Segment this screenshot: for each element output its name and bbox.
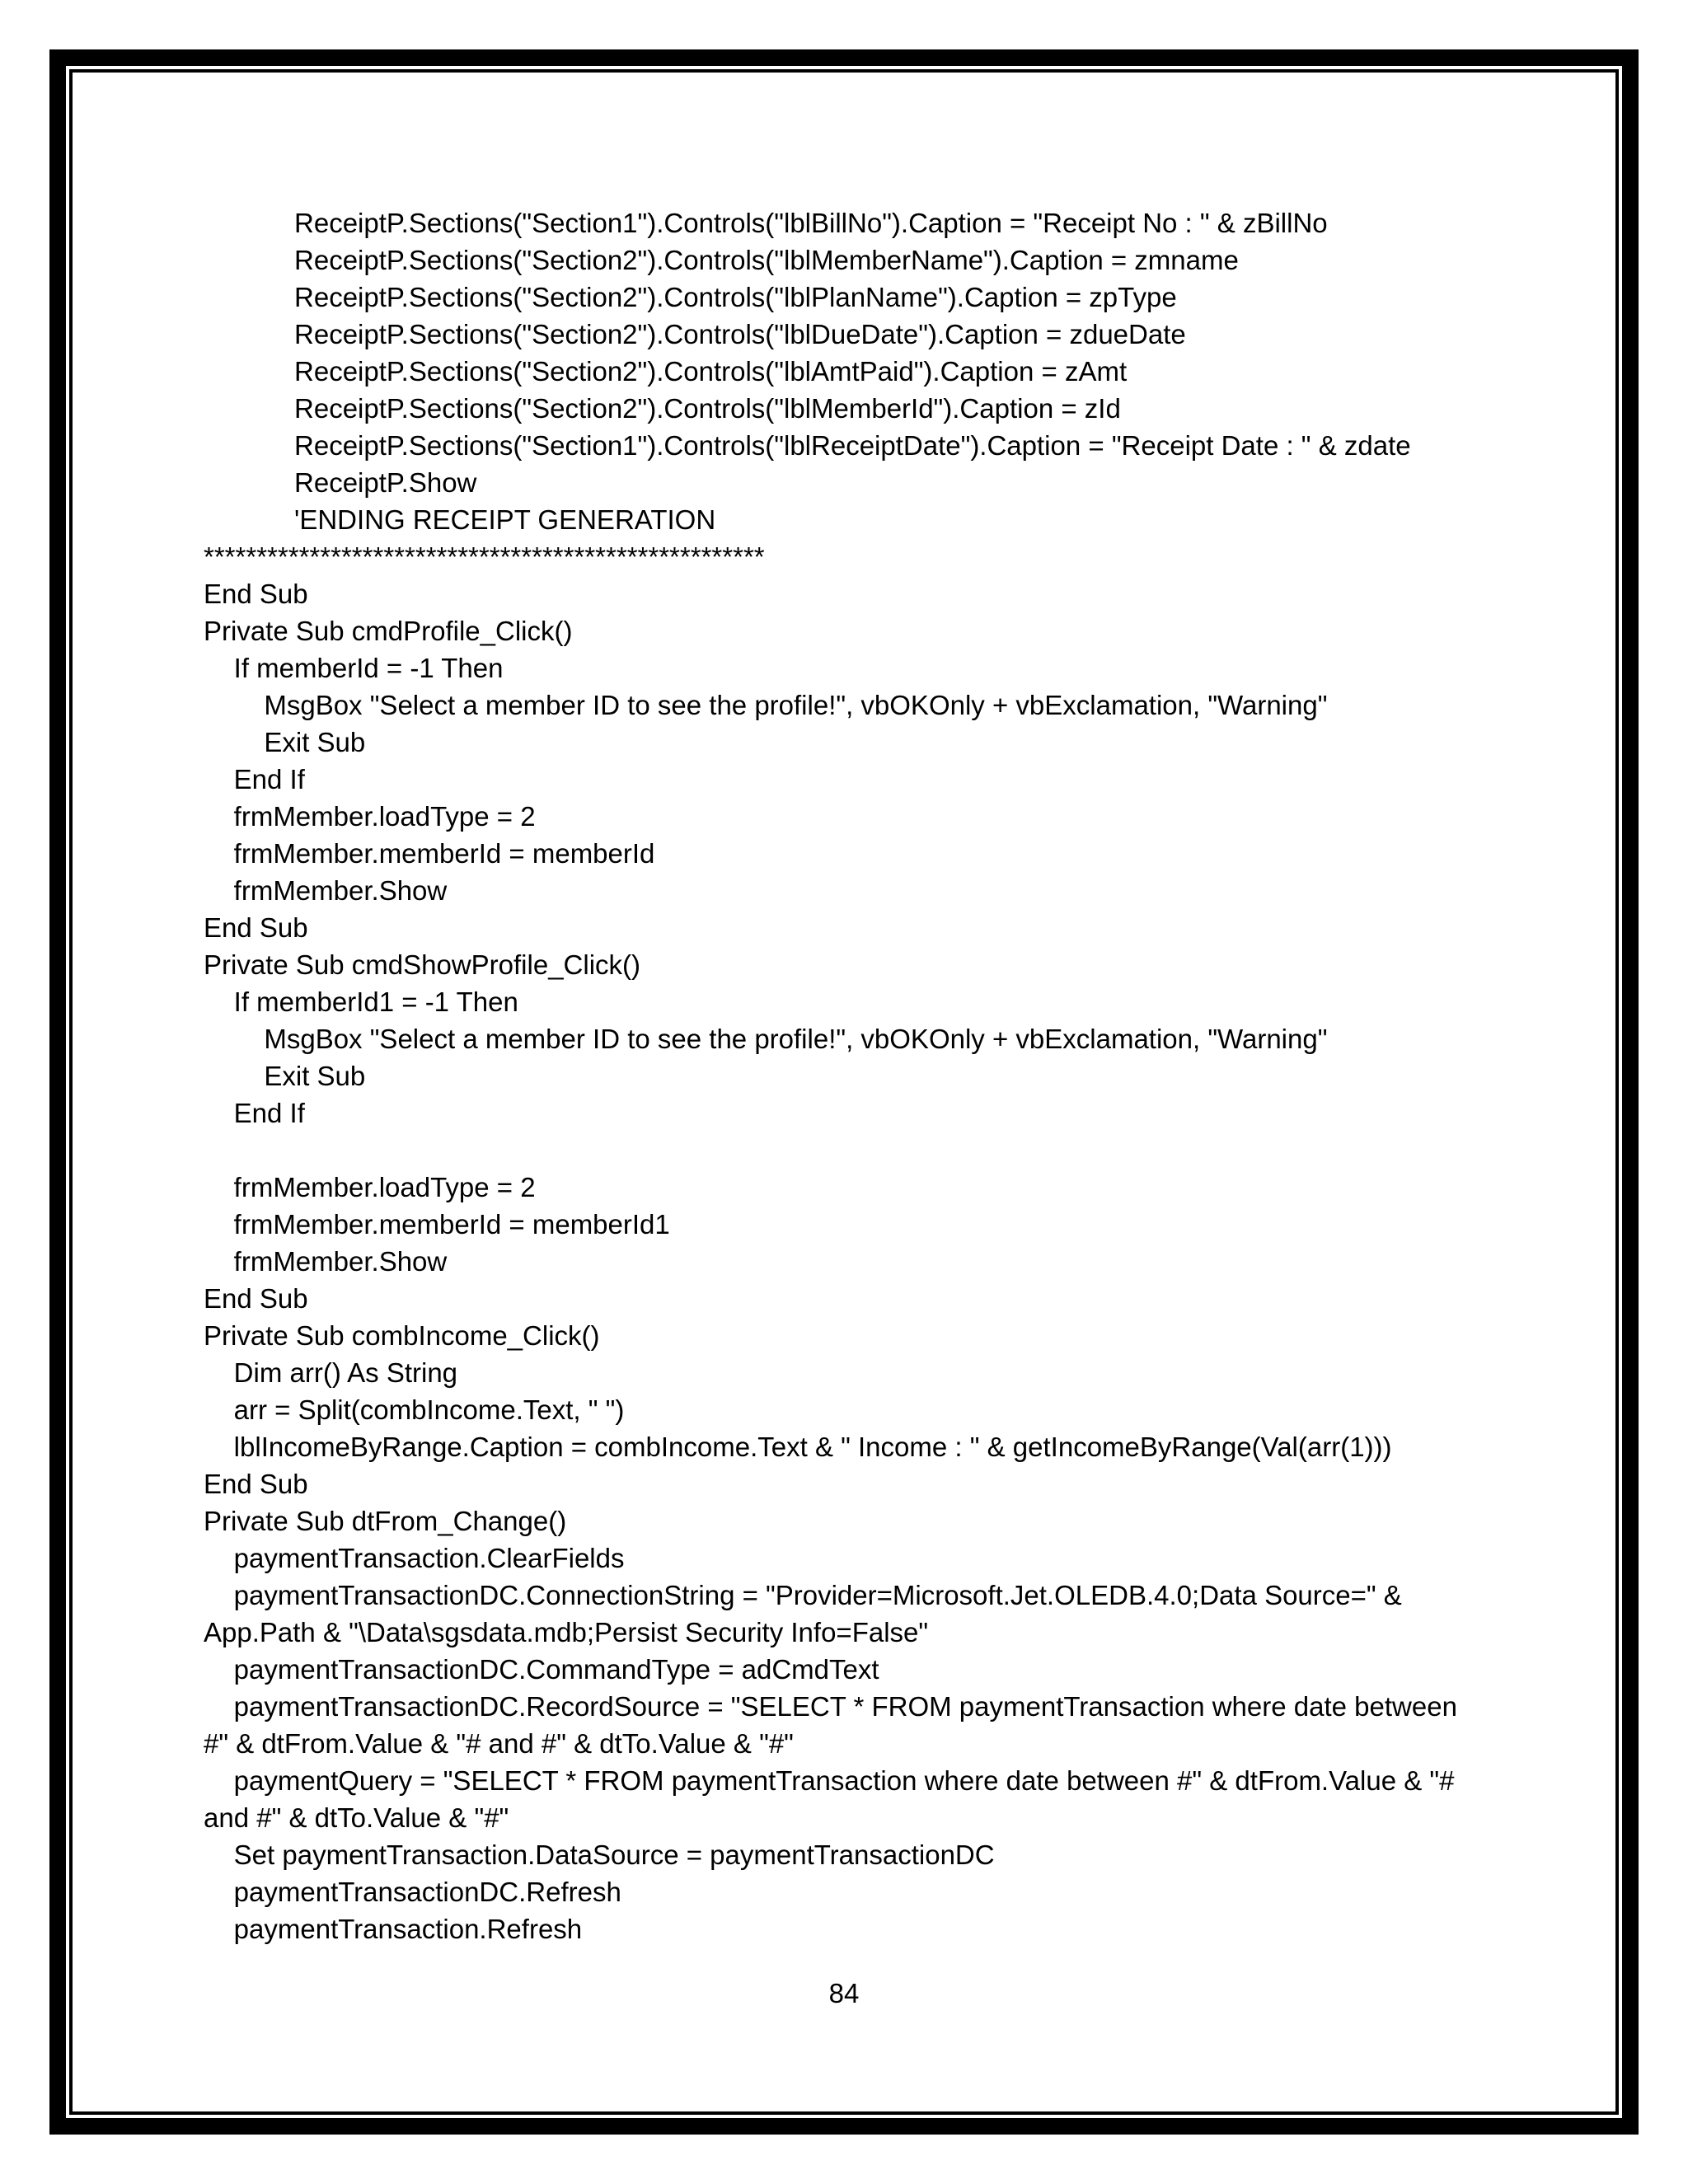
code-line: Private Sub combIncome_Click() <box>204 1320 600 1351</box>
code-line: ReceiptP.Sections("Section2").Controls("lblPlanName").Caption = zpType <box>204 282 1177 312</box>
code-line: 'ENDING RECEIPT GENERATION <box>204 504 716 535</box>
code-line: ReceiptP.Show <box>204 467 477 498</box>
code-line: paymentTransactionDC.RecordSource = "SELECT * FROM paymentTransaction where date between <box>204 1691 1457 1722</box>
code-line: ReceiptP.Sections("Section2").Controls("lblAmtPaid").Caption = zAmt <box>204 356 1128 387</box>
code-line: End Sub <box>204 1469 308 1499</box>
code-line: Exit Sub <box>204 727 366 757</box>
code-line: End Sub <box>204 1283 308 1314</box>
code-line: End Sub <box>204 579 308 609</box>
code-line: Exit Sub <box>204 1061 366 1091</box>
code-line: ReceiptP.Sections("Section1").Controls("lblBillNo").Caption = "Receipt No : " & zBillNo <box>204 208 1328 238</box>
code-line: MsgBox "Select a member ID to see the profile!", vbOKOnly + vbExclamation, "Warning" <box>204 1024 1328 1054</box>
code-line: App.Path & "\Data\sgsdata.mdb;Persist Security Info=False" <box>204 1617 929 1647</box>
code-line: Set paymentTransaction.DataSource = paymentTransactionDC <box>204 1840 995 1870</box>
code-line: Private Sub dtFrom_Change() <box>204 1506 567 1536</box>
code-line: ReceiptP.Sections("Section2").Controls("lblMemberName").Caption = zmname <box>204 245 1239 275</box>
page-number: 84 <box>828 1978 860 2008</box>
code-line: If memberId1 = -1 Then <box>204 987 518 1017</box>
code-line: paymentTransactionDC.CommandType = adCmdText <box>204 1654 879 1685</box>
code-line: ReceiptP.Sections("Section2").Controls("lblDueDate").Caption = zdueDate <box>204 319 1186 349</box>
code-line: If memberId = -1 Then <box>204 653 504 683</box>
code-line: frmMember.memberId = memberId1 <box>204 1209 670 1240</box>
code-line: #" & dtFrom.Value & "# and #" & dtTo.Value & "#" <box>204 1728 794 1759</box>
code-line: frmMember.Show <box>204 875 448 906</box>
code-line: arr = Split(combIncome.Text, " ") <box>204 1394 625 1425</box>
code-listing <box>204 204 1489 1947</box>
code-line: frmMember.loadType = 2 <box>204 801 536 832</box>
code-line: Private Sub cmdShowProfile_Click() <box>204 949 641 980</box>
code-line: MsgBox "Select a member ID to see the profile!", vbOKOnly + vbExclamation, "Warning" <box>204 690 1328 720</box>
code-line: frmMember.Show <box>204 1246 448 1277</box>
code-line: End If <box>204 764 305 794</box>
code-line: ReceiptP.Sections("Section2").Controls("lblMemberId").Caption = zId <box>204 393 1121 424</box>
code-line: frmMember.loadType = 2 <box>204 1172 536 1202</box>
code-line: paymentQuery = "SELECT * FROM paymentTransaction where date between #" & dtFrom.Value & "# <box>204 1765 1455 1796</box>
code-line: End Sub <box>204 912 308 943</box>
code-line: Dim arr() As String <box>204 1357 458 1388</box>
code-line: Private Sub cmdProfile_Click() <box>204 616 573 646</box>
code-line: paymentTransactionDC.ConnectionString = "Provider=Microsoft.Jet.OLEDB.4.0;Data Source=" & <box>204 1580 1402 1610</box>
code-line: frmMember.memberId = memberId <box>204 838 655 869</box>
code-line: paymentTransaction.ClearFields <box>204 1543 625 1573</box>
code-line: paymentTransactionDC.Refresh <box>204 1877 621 1907</box>
code-line: paymentTransaction.Refresh <box>204 1914 583 1944</box>
code-line <box>204 1132 1489 1169</box>
code-line: End If <box>204 1098 305 1128</box>
code-line: ReceiptP.Sections("Section1").Controls("lblReceiptDate").Caption = "Receipt Date : " & zdate <box>204 430 1411 461</box>
code-line: ***************************************************** <box>204 541 765 572</box>
code-line: and #" & dtTo.Value & "#" <box>204 1802 509 1833</box>
code-line: lblIncomeByRange.Caption = combIncome.Text & " Income : " & getIncomeByRange(Val(arr(1))) <box>204 1432 1392 1462</box>
